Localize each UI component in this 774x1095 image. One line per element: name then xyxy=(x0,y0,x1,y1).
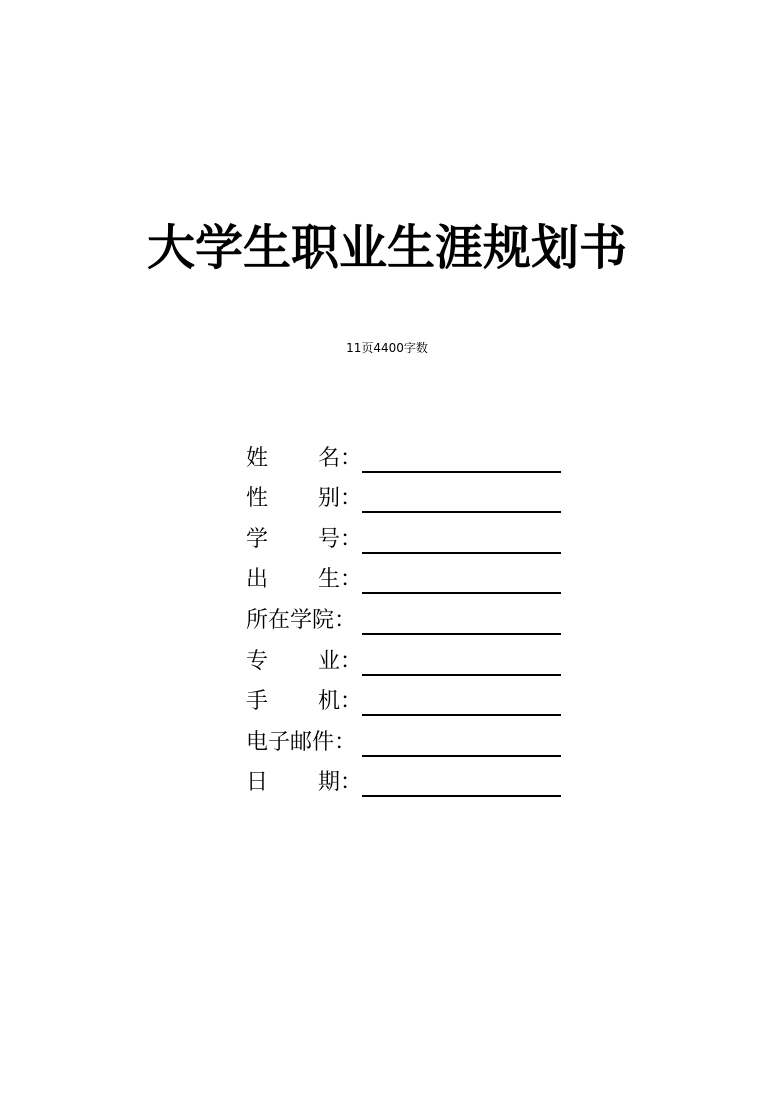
field-label: 所 在 学 院 ： xyxy=(246,607,357,633)
field-row-date xyxy=(246,758,566,799)
field-row-student-id xyxy=(246,514,566,555)
fill-in-blank-line[interactable] xyxy=(362,592,561,594)
page-word-count: 11页4400字数 xyxy=(346,341,428,355)
fill-in-blank-line[interactable] xyxy=(362,755,561,757)
fill-in-blank-line[interactable] xyxy=(362,674,561,676)
field-row-birth xyxy=(246,555,566,596)
field-row-major xyxy=(246,636,566,677)
fill-in-blank-line[interactable] xyxy=(362,633,561,635)
field-label: 手 机 ： xyxy=(246,689,362,715)
field-row-gender xyxy=(246,474,566,515)
field-row-college xyxy=(246,595,566,636)
personal-info-form xyxy=(246,433,566,798)
field-label: 电 子 邮 件 ： xyxy=(246,729,357,755)
field-row-phone xyxy=(246,677,566,718)
field-label: 学 号 ： xyxy=(246,526,362,552)
field-label: 专 业 ： xyxy=(246,648,362,674)
fill-in-blank-line[interactable] xyxy=(362,511,561,513)
field-row-email xyxy=(246,717,566,758)
fill-in-blank-line[interactable] xyxy=(362,795,561,797)
document-title: 大学生职业生涯规划书 xyxy=(146,220,627,276)
field-label: 出 生 ： xyxy=(246,567,362,593)
field-label: 日 期 ： xyxy=(246,770,362,796)
fill-in-blank-line[interactable] xyxy=(362,471,561,473)
fill-in-blank-line[interactable] xyxy=(362,552,561,554)
fill-in-blank-line[interactable] xyxy=(362,714,561,716)
field-label: 姓 名 ： xyxy=(246,445,362,471)
field-label: 性 别 ： xyxy=(246,486,362,512)
field-row-name xyxy=(246,433,566,474)
